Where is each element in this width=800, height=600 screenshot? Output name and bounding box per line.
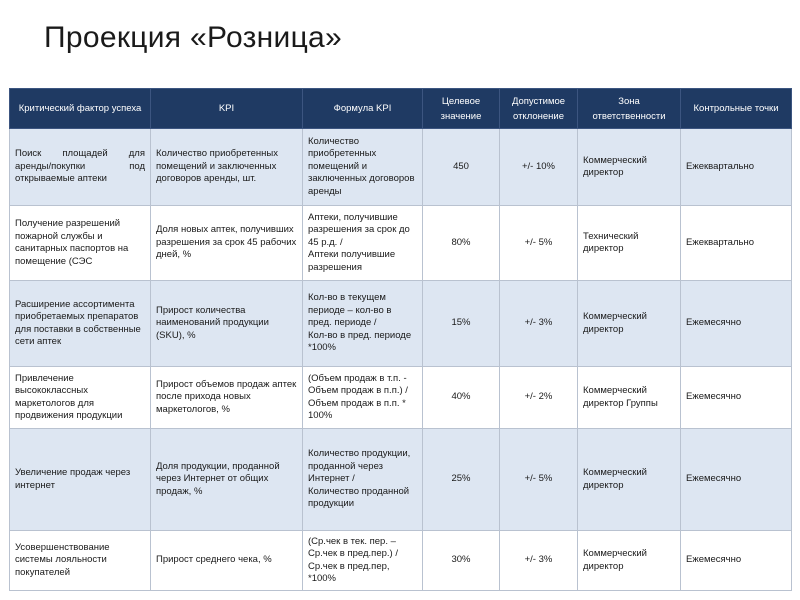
cell-target: 450: [423, 129, 500, 206]
header-critical-factor: Критический фактор успеха: [10, 89, 151, 129]
table-row: [10, 281, 792, 367]
cell-factor: Усовершенствование системы лояльности покупателей: [10, 531, 151, 591]
cell-factor: Поиск площадей для аренды/покупки под открываемые аптеки: [10, 129, 151, 206]
table-header-row: [10, 89, 792, 129]
cell-target: 30%: [423, 531, 500, 591]
header-deviation: Допустимое отклонение: [500, 89, 578, 129]
cell-kpi: Прирост среднего чека, %: [151, 531, 303, 591]
cell-deviation: +/- 5%: [500, 206, 578, 281]
cell-target: 80%: [423, 206, 500, 281]
cell-deviation: +/- 3%: [500, 531, 578, 591]
cell-responsibility: Коммерческий директор: [578, 281, 681, 367]
cell-deviation: +/- 5%: [500, 429, 578, 531]
table-row: [10, 206, 792, 281]
cell-responsibility: Коммерческий директор: [578, 429, 681, 531]
table-row: [10, 531, 792, 591]
cell-deviation: +/- 2%: [500, 367, 578, 429]
cell-formula: Количество приобретенных помещений и заключенных договоров аренды: [303, 129, 423, 206]
cell-target: 15%: [423, 281, 500, 367]
kpi-table: [9, 88, 792, 591]
cell-formula: (Объем продаж в т.п. - Объем продаж в п.п.) / Объем продаж в п.п. * 100%: [303, 367, 423, 429]
header-formula: Формула KPI: [303, 89, 423, 129]
cell-factor: Расширение ассортимента приобретаемых препаратов для поставки в собственные сети аптек: [10, 281, 151, 367]
page-title: Проекция «Розница»: [44, 21, 343, 54]
header-target: Целевое значение: [423, 89, 500, 129]
cell-kpi: Прирост объемов продаж аптек после прихода новых маркетологов, %: [151, 367, 303, 429]
cell-checkpoints: Ежемесячно: [681, 429, 792, 531]
header-checkpoints: Контрольные точки: [681, 89, 792, 129]
cell-checkpoints: Ежеквартально: [681, 129, 792, 206]
header-responsibility: Зона ответственности: [578, 89, 681, 129]
cell-checkpoints: Ежемесячно: [681, 367, 792, 429]
table-row: [10, 129, 792, 206]
cell-target: 40%: [423, 367, 500, 429]
cell-factor: Привлечение высококлассных маркетологов для продвижения продукции: [10, 367, 151, 429]
cell-formula: Кол-во в текущем периоде – кол-во в пред. периоде / Кол-во в пред. периоде *100%: [303, 281, 423, 367]
cell-formula: Аптеки, получившие разрешения за срок до 45 р.д. / Аптеки получившие разрешения: [303, 206, 423, 281]
table-row: [10, 429, 792, 531]
cell-kpi: Доля новых аптек, получивших разрешения за срок 45 рабочих дней, %: [151, 206, 303, 281]
cell-checkpoints: Ежемесячно: [681, 281, 792, 367]
cell-responsibility: Коммерческий директор Группы: [578, 367, 681, 429]
cell-formula: Количество продукции, проданной через Интернет / Количество проданной продукции: [303, 429, 423, 531]
header-kpi: KPI: [151, 89, 303, 129]
table-row: [10, 367, 792, 429]
cell-checkpoints: Ежемесячно: [681, 531, 792, 591]
cell-checkpoints: Ежеквартально: [681, 206, 792, 281]
cell-factor: Получение разрешений пожарной службы и санитарных паспортов на помещение (СЭС: [10, 206, 151, 281]
cell-kpi: Прирост количества наименований продукции (SKU), %: [151, 281, 303, 367]
cell-responsibility: Технический директор: [578, 206, 681, 281]
cell-formula: (Ср.чек в тек. пер. – Ср.чек в пред.пер.) / Ср.чек в пред.пер, *100%: [303, 531, 423, 591]
cell-factor: Увеличение продаж через интернет: [10, 429, 151, 531]
cell-deviation: +/- 10%: [500, 129, 578, 206]
cell-kpi: Количество приобретенных помещений и заключенных договоров аренды, шт.: [151, 129, 303, 206]
cell-target: 25%: [423, 429, 500, 531]
cell-responsibility: Коммерческий директор: [578, 531, 681, 591]
cell-kpi: Доля продукции, проданной через Интернет от общих продаж, %: [151, 429, 303, 531]
cell-responsibility: Коммерческий директор: [578, 129, 681, 206]
cell-deviation: +/- 3%: [500, 281, 578, 367]
